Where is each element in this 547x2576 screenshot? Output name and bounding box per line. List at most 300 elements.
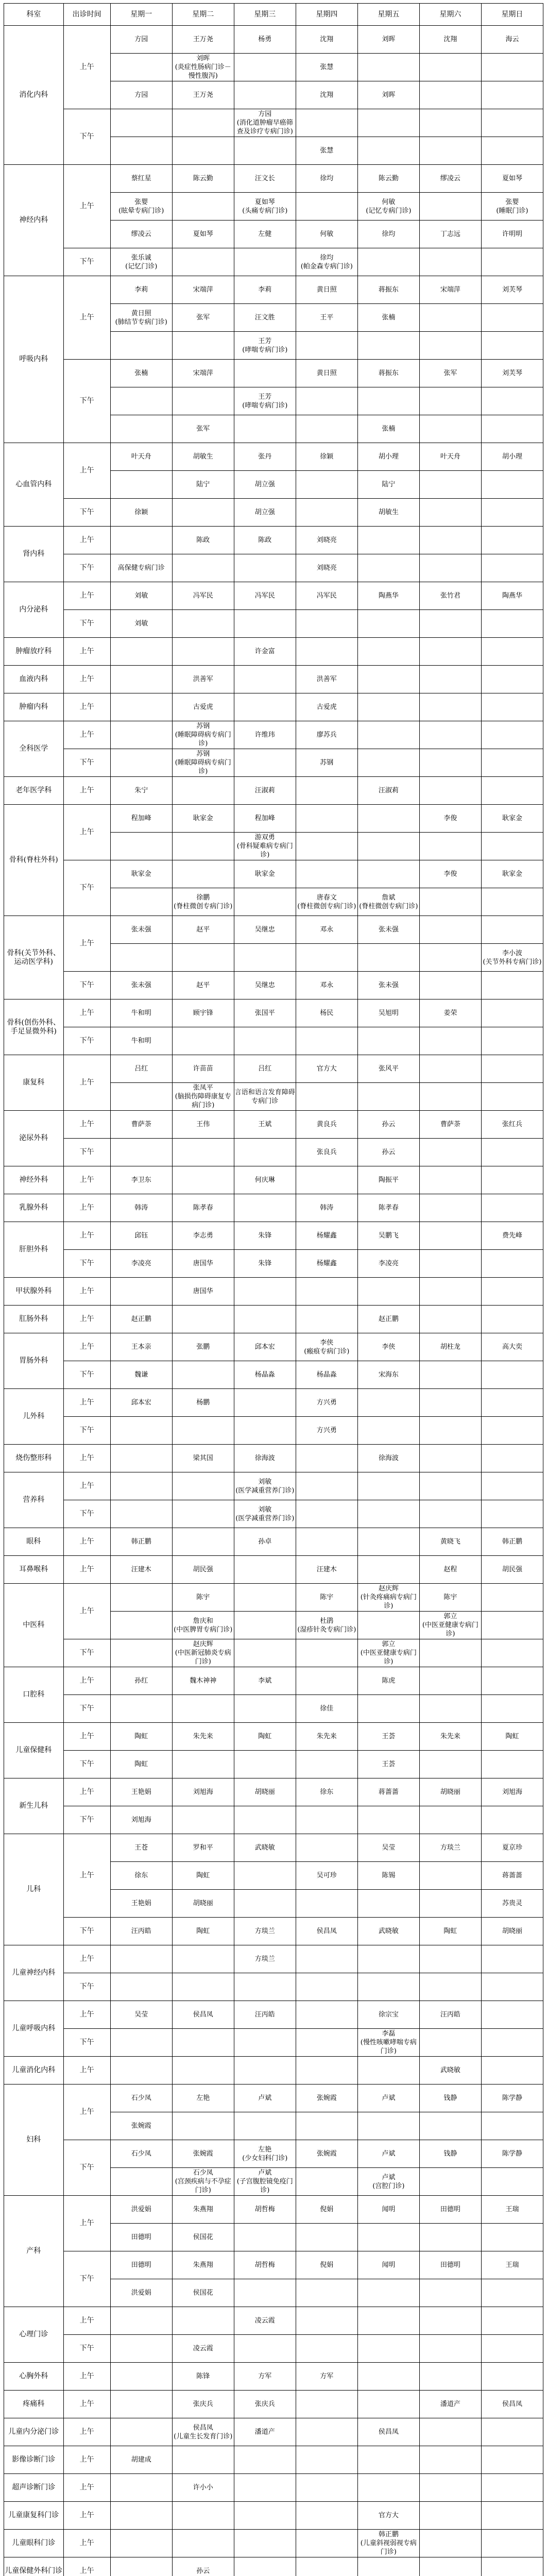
doctor-name: 卢斌 (子宫腹腔镜免疫门诊) bbox=[236, 2169, 293, 2194]
doctor-name: 张庆兵 bbox=[254, 2400, 275, 2408]
doctor-cell bbox=[481, 2418, 543, 2446]
doctor-cell bbox=[234, 749, 296, 777]
doctor-cell bbox=[110, 944, 172, 972]
doctor-cell bbox=[296, 1500, 357, 1528]
department-name: 儿童保健科 bbox=[4, 1723, 64, 1778]
table-row bbox=[4, 1973, 543, 2001]
department-name: 肝胆外科 bbox=[4, 1222, 64, 1278]
doctor-cell bbox=[172, 777, 234, 805]
doctor-name: 叶天舟 bbox=[440, 453, 460, 461]
doctor-cell bbox=[296, 1361, 357, 1389]
doctor-cell bbox=[234, 1278, 296, 1306]
doctor-cell bbox=[481, 1639, 543, 1667]
doctor-cell bbox=[419, 499, 481, 527]
doctor-name: 蒋振东 bbox=[378, 286, 399, 294]
doctor-cell bbox=[419, 1083, 481, 1111]
doctor-name: 陈宇 bbox=[443, 1594, 457, 1601]
doctor-cell bbox=[110, 2279, 172, 2307]
doctor-cell bbox=[110, 2557, 172, 2576]
table-row bbox=[4, 805, 543, 833]
doctor-cell bbox=[481, 2307, 543, 2335]
doctor-cell bbox=[357, 1584, 419, 1612]
doctor-name: 杨勇 bbox=[258, 36, 272, 43]
doctor-cell bbox=[296, 805, 357, 833]
doctor-cell bbox=[357, 2474, 419, 2502]
doctor-name: 徐东 bbox=[320, 1788, 334, 1796]
doctor-cell bbox=[110, 2140, 172, 2168]
doctor-cell bbox=[357, 2446, 419, 2474]
doctor-cell bbox=[110, 1250, 172, 1278]
doctor-cell bbox=[296, 1918, 357, 1945]
doctor-cell bbox=[419, 2557, 481, 2576]
doctor-cell bbox=[419, 2335, 481, 2363]
doctor-name: 侯国花 bbox=[193, 2289, 213, 2297]
session-period: 上午 bbox=[63, 2307, 110, 2335]
doctor-name: 刘敏 bbox=[134, 592, 148, 600]
doctor-name: 汪建木 bbox=[131, 1566, 151, 1573]
doctor-cell bbox=[172, 2112, 234, 2140]
session-period: 上午 bbox=[63, 1278, 110, 1306]
table-row bbox=[4, 2502, 543, 2530]
table-row bbox=[4, 2335, 543, 2363]
doctor-cell bbox=[234, 471, 296, 499]
doctor-cell bbox=[296, 2001, 357, 2029]
doctor-cell bbox=[296, 1472, 357, 1500]
doctor-name: 陶振平 bbox=[378, 1176, 399, 1184]
doctor-cell bbox=[234, 248, 296, 276]
doctor-cell bbox=[296, 833, 357, 860]
doctor-name: 李凌亮 bbox=[131, 1260, 151, 1267]
doctor-cell bbox=[419, 2418, 481, 2446]
doctor-cell bbox=[296, 2140, 357, 2168]
doctor-cell bbox=[296, 2391, 357, 2418]
doctor-cell bbox=[481, 1389, 543, 1417]
doctor-cell bbox=[419, 1500, 481, 1528]
doctor-cell bbox=[481, 2502, 543, 2530]
doctor-name: 魏木神神 bbox=[190, 1677, 217, 1685]
doctor-cell bbox=[110, 81, 172, 109]
session-period: 上午 bbox=[63, 1194, 110, 1222]
doctor-cell bbox=[481, 276, 543, 304]
doctor-name: 张庆兵 bbox=[193, 2400, 213, 2408]
doctor-cell bbox=[419, 1639, 481, 1667]
doctor-name: 苏钢 (睡眠障碍病专病门诊) bbox=[175, 722, 231, 748]
session-period: 下午 bbox=[63, 2251, 110, 2307]
doctor-cell bbox=[296, 1751, 357, 1778]
doctor-name: 徐海波 bbox=[378, 1454, 399, 1462]
department-name: 新生儿科 bbox=[4, 1778, 64, 1834]
doctor-cell bbox=[357, 81, 419, 109]
doctor-cell bbox=[172, 1945, 234, 1973]
doctor-cell bbox=[234, 554, 296, 582]
doctor-name: 朱燕翔 bbox=[193, 2206, 213, 2213]
doctor-cell bbox=[110, 499, 172, 527]
department-name: 儿童内分泌门诊 bbox=[4, 2418, 64, 2446]
doctor-name: 张乐诚 (记忆门诊) bbox=[125, 253, 158, 270]
doctor-name: 田德明 bbox=[131, 2233, 151, 2241]
doctor-cell bbox=[481, 109, 543, 137]
doctor-cell bbox=[172, 221, 234, 248]
table-row bbox=[4, 1361, 543, 1389]
table-row bbox=[4, 2418, 543, 2446]
doctor-cell bbox=[110, 1612, 172, 1639]
doctor-name: 胡民强 bbox=[502, 1566, 522, 1573]
doctor-cell bbox=[110, 165, 172, 193]
session-period: 上午 bbox=[63, 1333, 110, 1361]
doctor-name: 沈翔 bbox=[443, 36, 457, 43]
doctor-cell bbox=[419, 1278, 481, 1306]
doctor-cell bbox=[172, 2446, 234, 2474]
doctor-name: 陶虹 bbox=[134, 1760, 148, 1768]
doctor-cell bbox=[481, 860, 543, 888]
doctor-cell bbox=[234, 304, 296, 332]
doctor-name: 王荟 bbox=[382, 1733, 396, 1740]
department-name: 消化内科 bbox=[4, 26, 64, 165]
doctor-name: 陶虹 bbox=[134, 1733, 148, 1740]
doctor-cell bbox=[234, 638, 296, 666]
doctor-name: 陈虎 bbox=[382, 1677, 396, 1685]
doctor-cell bbox=[172, 415, 234, 443]
doctor-name: 张慧 bbox=[320, 63, 334, 71]
table-row bbox=[4, 1556, 543, 1584]
doctor-cell bbox=[296, 1695, 357, 1723]
department-name: 儿童眼科门诊 bbox=[4, 2530, 64, 2557]
table-row bbox=[4, 972, 543, 999]
doctor-cell bbox=[419, 443, 481, 471]
session-period: 下午 bbox=[63, 1695, 110, 1723]
doctor-cell bbox=[296, 54, 357, 81]
doctor-cell bbox=[110, 2335, 172, 2363]
doctor-cell bbox=[419, 666, 481, 693]
doctor-cell bbox=[234, 1139, 296, 1166]
doctor-cell bbox=[296, 1166, 357, 1194]
doctor-cell bbox=[110, 2530, 172, 2557]
doctor-name: 刘晖 bbox=[382, 91, 396, 99]
doctor-cell bbox=[296, 2557, 357, 2576]
doctor-cell bbox=[357, 721, 419, 749]
session-period: 上午 bbox=[63, 2084, 110, 2140]
doctor-cell bbox=[296, 1333, 357, 1361]
doctor-cell bbox=[357, 1417, 419, 1445]
doctor-cell bbox=[481, 1778, 543, 1806]
doctor-cell bbox=[357, 2279, 419, 2307]
table-row bbox=[4, 2446, 543, 2474]
doctor-cell bbox=[110, 1918, 172, 1945]
doctor-cell bbox=[110, 666, 172, 693]
doctor-cell bbox=[357, 638, 419, 666]
doctor-name: 杨耀鑫 bbox=[316, 1260, 337, 1267]
header-friday: 星期五 bbox=[357, 4, 419, 26]
table-row bbox=[4, 777, 543, 805]
doctor-cell bbox=[234, 1918, 296, 1945]
doctor-cell bbox=[481, 999, 543, 1027]
doctor-cell bbox=[357, 2502, 419, 2530]
doctor-name: 杜鹃 (湿疹针灸专病门诊) bbox=[297, 1617, 356, 1634]
doctor-cell bbox=[296, 387, 357, 415]
doctor-cell bbox=[419, 1973, 481, 2001]
doctor-cell bbox=[110, 471, 172, 499]
doctor-cell bbox=[419, 2363, 481, 2391]
doctor-name: 叶天舟 bbox=[131, 453, 151, 461]
doctor-cell bbox=[172, 1472, 234, 1500]
doctor-name: 罗和平 bbox=[193, 1844, 213, 1852]
doctor-cell bbox=[357, 1027, 419, 1055]
doctor-cell bbox=[357, 2196, 419, 2224]
session-period: 上午 bbox=[63, 916, 110, 972]
doctor-cell bbox=[110, 1278, 172, 1306]
session-period: 上午 bbox=[63, 26, 110, 109]
doctor-cell bbox=[419, 2029, 481, 2057]
doctor-cell bbox=[110, 2112, 172, 2140]
doctor-cell bbox=[357, 972, 419, 999]
doctor-cell bbox=[296, 1723, 357, 1751]
doctor-cell bbox=[172, 1222, 234, 1250]
table-row bbox=[4, 666, 543, 693]
doctor-cell bbox=[234, 2474, 296, 2502]
doctor-name: 朱燕翔 bbox=[193, 2261, 213, 2269]
doctor-cell bbox=[172, 1723, 234, 1751]
doctor-cell bbox=[172, 1695, 234, 1723]
doctor-cell bbox=[172, 81, 234, 109]
doctor-name: 方园 bbox=[134, 91, 148, 99]
doctor-cell bbox=[419, 2112, 481, 2140]
doctor-cell bbox=[296, 1445, 357, 1472]
doctor-name: 朱锋 bbox=[258, 1260, 272, 1267]
doctor-name: 苏钢 bbox=[320, 759, 334, 767]
doctor-cell bbox=[296, 972, 357, 999]
doctor-cell bbox=[296, 360, 357, 387]
doctor-cell bbox=[481, 638, 543, 666]
doctor-cell bbox=[172, 2335, 234, 2363]
doctor-name: 凌云霞 bbox=[193, 2345, 213, 2352]
doctor-cell bbox=[481, 1055, 543, 1083]
doctor-cell bbox=[419, 1918, 481, 1945]
doctor-cell bbox=[357, 1945, 419, 1973]
doctor-cell bbox=[357, 1723, 419, 1751]
doctor-cell bbox=[357, 1194, 419, 1222]
doctor-cell bbox=[357, 387, 419, 415]
doctor-name: 梁其国 bbox=[193, 1454, 213, 1462]
doctor-cell bbox=[110, 1222, 172, 1250]
table-row bbox=[4, 2084, 543, 2112]
doctor-cell bbox=[110, 2168, 172, 2196]
doctor-cell bbox=[481, 2224, 543, 2251]
doctor-cell bbox=[357, 2084, 419, 2112]
doctor-cell bbox=[481, 248, 543, 276]
doctor-name: 刘晖 bbox=[382, 36, 396, 43]
doctor-cell bbox=[419, 304, 481, 332]
doctor-cell bbox=[481, 1528, 543, 1556]
doctor-cell bbox=[419, 1612, 481, 1639]
doctor-cell bbox=[172, 2057, 234, 2084]
doctor-cell bbox=[172, 360, 234, 387]
doctor-cell bbox=[419, 360, 481, 387]
doctor-cell bbox=[357, 2001, 419, 2029]
session-period: 上午 bbox=[63, 2196, 110, 2251]
doctor-name: 缪凌云 bbox=[440, 175, 460, 182]
doctor-name: 牛和明 bbox=[131, 1009, 151, 1017]
table-row bbox=[4, 1834, 543, 1862]
doctor-name: 胡晓丽 bbox=[440, 1788, 460, 1796]
doctor-cell bbox=[296, 2335, 357, 2363]
doctor-name: 陈政 bbox=[258, 536, 272, 544]
doctor-cell bbox=[234, 2279, 296, 2307]
doctor-cell bbox=[296, 193, 357, 221]
doctor-cell bbox=[172, 693, 234, 721]
doctor-name: 李磊 (慢性咳嗽哮喘专病门诊) bbox=[360, 2030, 417, 2055]
department-name: 耳鼻喉科 bbox=[4, 1556, 64, 1584]
doctor-name: 王芳 (哮喘专病门诊) bbox=[242, 393, 288, 410]
doctor-name: 陈政 bbox=[196, 536, 210, 544]
doctor-cell bbox=[481, 777, 543, 805]
doctor-cell bbox=[357, 1862, 419, 1890]
doctor-cell bbox=[234, 332, 296, 360]
doctor-cell bbox=[357, 582, 419, 610]
doctor-name: 侯昌凤 bbox=[193, 2011, 213, 2019]
doctor-cell bbox=[234, 2502, 296, 2530]
doctor-cell bbox=[419, 2474, 481, 2502]
doctor-name: 王瑞 bbox=[505, 2206, 519, 2213]
doctor-cell bbox=[481, 165, 543, 193]
doctor-cell bbox=[357, 999, 419, 1027]
doctor-cell bbox=[296, 2474, 357, 2502]
doctor-cell bbox=[419, 1778, 481, 1806]
doctor-name: 张婉霞 bbox=[316, 2094, 337, 2102]
session-period: 下午 bbox=[63, 1027, 110, 1055]
session-period: 上午 bbox=[63, 1166, 110, 1194]
session-period: 上午 bbox=[63, 1723, 110, 1751]
doctor-name: 汪建木 bbox=[316, 1566, 337, 1573]
doctor-name: 邱本宏 bbox=[131, 1399, 151, 1406]
doctor-cell bbox=[110, 1528, 172, 1556]
doctor-cell bbox=[296, 638, 357, 666]
session-period: 上午 bbox=[63, 2001, 110, 2029]
table-row bbox=[4, 527, 543, 554]
doctor-name: 宋端萍 bbox=[193, 286, 213, 294]
doctor-cell bbox=[419, 1111, 481, 1139]
doctor-cell bbox=[172, 165, 234, 193]
doctor-cell bbox=[419, 972, 481, 999]
doctor-name: 陆宁 bbox=[196, 481, 210, 488]
table-row bbox=[4, 1194, 543, 1222]
doctor-name: 闻明 bbox=[382, 2206, 396, 2213]
doctor-name: 陈云勤 bbox=[193, 175, 213, 182]
session-period: 下午 bbox=[63, 1973, 110, 2001]
doctor-cell bbox=[481, 554, 543, 582]
doctor-cell bbox=[419, 1695, 481, 1723]
doctor-cell bbox=[172, 2084, 234, 2112]
doctor-name: 陈宇 bbox=[196, 1594, 210, 1601]
doctor-cell bbox=[172, 1445, 234, 1472]
doctor-cell bbox=[234, 2446, 296, 2474]
table-row bbox=[4, 1751, 543, 1778]
doctor-cell bbox=[296, 1890, 357, 1918]
doctor-cell bbox=[419, 2307, 481, 2335]
doctor-name: 吴继忠 bbox=[254, 926, 275, 934]
doctor-cell bbox=[110, 1194, 172, 1222]
doctor-name: 王瑞 bbox=[505, 2261, 519, 2269]
doctor-cell bbox=[234, 2418, 296, 2446]
table-row bbox=[4, 2001, 543, 2029]
doctor-name: 王艳娟 bbox=[131, 1900, 151, 1907]
doctor-cell bbox=[110, 1751, 172, 1778]
doctor-cell bbox=[357, 1139, 419, 1166]
doctor-cell bbox=[110, 2502, 172, 2530]
department-name: 烧伤整形科 bbox=[4, 1445, 64, 1472]
doctor-name: 张军 bbox=[196, 314, 210, 321]
doctor-cell bbox=[110, 415, 172, 443]
doctor-cell bbox=[110, 304, 172, 332]
doctor-cell bbox=[296, 1083, 357, 1111]
doctor-cell bbox=[419, 1751, 481, 1778]
doctor-cell bbox=[481, 415, 543, 443]
doctor-cell bbox=[357, 1806, 419, 1834]
doctor-cell bbox=[357, 805, 419, 833]
doctor-cell bbox=[296, 2363, 357, 2391]
doctor-cell bbox=[172, 1584, 234, 1612]
doctor-cell bbox=[357, 2168, 419, 2196]
doctor-name: 陈学静 bbox=[502, 2094, 522, 2102]
session-period: 下午 bbox=[63, 749, 110, 777]
doctor-name: 侯昌凤 bbox=[316, 1927, 337, 1935]
doctor-cell bbox=[234, 860, 296, 888]
department-name: 血液内科 bbox=[4, 666, 64, 693]
table-row bbox=[4, 1639, 543, 1667]
table-row bbox=[4, 1306, 543, 1333]
doctor-cell bbox=[296, 1417, 357, 1445]
doctor-cell bbox=[110, 26, 172, 54]
doctor-name: 耿家金 bbox=[193, 815, 213, 822]
table-row bbox=[4, 1389, 543, 1417]
table-row bbox=[4, 1695, 543, 1723]
doctor-cell bbox=[357, 332, 419, 360]
doctor-cell bbox=[481, 26, 543, 54]
doctor-cell bbox=[481, 1723, 543, 1751]
session-period: 下午 bbox=[63, 972, 110, 999]
header-department: 科室 bbox=[4, 4, 64, 26]
doctor-cell bbox=[481, 1612, 543, 1639]
doctor-name: 许维玮 bbox=[254, 731, 275, 739]
doctor-name: 汪文长 bbox=[254, 175, 275, 182]
doctor-cell bbox=[481, 2001, 543, 2029]
department-name: 儿童消化内科 bbox=[4, 2057, 64, 2084]
doctor-cell bbox=[357, 2057, 419, 2084]
doctor-cell bbox=[234, 1111, 296, 1139]
doctor-cell bbox=[110, 527, 172, 554]
table-row bbox=[4, 1806, 543, 1834]
doctor-name: 武晓敏 bbox=[254, 1844, 275, 1852]
doctor-cell bbox=[234, 1389, 296, 1417]
doctor-cell bbox=[357, 2224, 419, 2251]
doctor-cell bbox=[481, 1751, 543, 1778]
doctor-name: 陶虹 bbox=[196, 1872, 210, 1879]
doctor-cell bbox=[172, 2557, 234, 2576]
doctor-cell bbox=[110, 2251, 172, 2279]
doctor-name: 黄日照 bbox=[316, 286, 337, 294]
doctor-cell bbox=[296, 2084, 357, 2112]
session-period: 下午 bbox=[63, 1639, 110, 1667]
doctor-cell bbox=[234, 582, 296, 610]
department-name: 肿瘤放疗科 bbox=[4, 638, 64, 666]
session-period: 上午 bbox=[63, 1055, 110, 1111]
department-name: 儿童康复科门诊 bbox=[4, 2502, 64, 2530]
table-row bbox=[4, 721, 543, 749]
doctor-cell bbox=[110, 54, 172, 81]
doctor-cell bbox=[234, 26, 296, 54]
doctor-cell bbox=[357, 276, 419, 304]
doctor-name: 方兴勇 bbox=[316, 1399, 337, 1406]
doctor-name: 张红兵 bbox=[502, 1121, 522, 1128]
